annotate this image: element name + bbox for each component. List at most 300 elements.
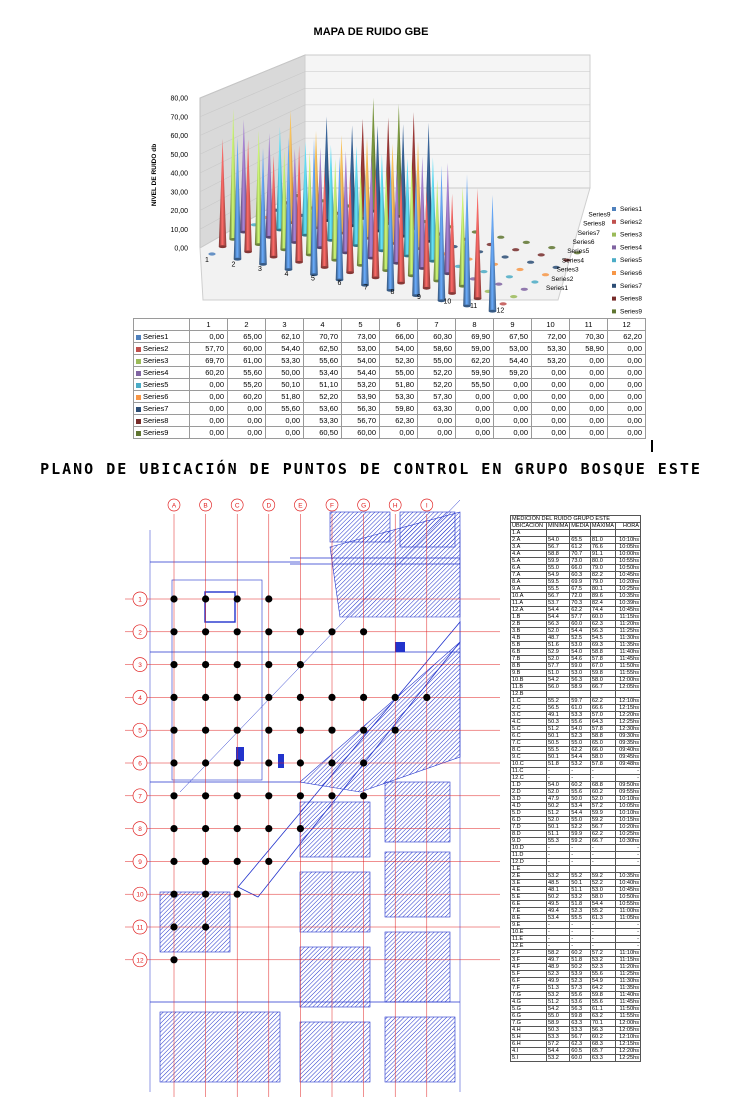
medicion-cell: 7.D: [511, 824, 547, 831]
medicion-cell: -: [590, 936, 615, 943]
medicion-cell: 6.H: [511, 1041, 547, 1048]
medicion-cell: 10:30hs: [616, 838, 641, 845]
x-tick-label: 11: [470, 303, 478, 310]
medicion-cell: 51.3: [547, 985, 570, 992]
control-point: [297, 727, 304, 734]
table-value-cell: 0,00: [570, 367, 608, 379]
control-point: [170, 956, 177, 963]
medicion-cell: 53.2: [590, 957, 615, 964]
medicion-cell: 54.4: [547, 614, 570, 621]
medicion-cell: 82.2: [590, 572, 615, 579]
medicion-cell: 1.B: [511, 614, 547, 621]
table-row: [511, 950, 641, 957]
medicion-cell: 59.9: [547, 558, 570, 565]
medicion-cell: 55.3: [547, 838, 570, 845]
medicion-cell: 3.A: [511, 544, 547, 551]
medicion-cell: [616, 866, 641, 873]
table-row: [511, 733, 641, 740]
medicion-header-cell: UBICACIÓN: [511, 523, 547, 530]
medicion-header-cell: MÍNIMA: [548, 523, 569, 529]
medicion-cell: 11:00hs: [616, 908, 641, 915]
medicion-cell: 6.B: [511, 649, 547, 656]
table-row: [511, 740, 641, 747]
medicion-cell: 68.3: [590, 1041, 615, 1048]
x-tick-label: 6: [337, 280, 342, 287]
medicion-cell: 11:45hs: [616, 999, 641, 1006]
depth-series-label: Series4: [561, 257, 584, 265]
medicion-cell: 56.3: [570, 677, 591, 684]
medicion-cell: 62.3: [590, 621, 615, 628]
medicion-cell: [547, 530, 570, 537]
medicion-cell: 72.0: [570, 593, 591, 600]
table-header-cell: 10: [532, 319, 570, 331]
medicion-cell: 51.2: [547, 999, 570, 1006]
medicion-cell: 89.6: [590, 593, 615, 600]
medicion-cell: 11:50hs: [616, 1006, 641, 1013]
legend-label: Series4: [620, 244, 643, 252]
medicion-cell: -: [570, 936, 591, 943]
medicion-cell: 1.A: [511, 530, 547, 537]
medicion-cell: 53.2: [547, 1055, 570, 1062]
table-value-cell: 55,60: [228, 367, 266, 379]
table-value-cell: 0,00: [608, 415, 646, 427]
medicion-cell: 10:35hs: [616, 593, 641, 600]
medicion-cell: [547, 866, 570, 873]
row-label: 8: [138, 826, 142, 834]
medicion-cell: 8.E: [511, 915, 547, 922]
medicion-cell: 52.5: [570, 635, 591, 642]
table-header-cell: 7: [418, 319, 456, 331]
medicion-cell: 62.2: [570, 607, 591, 614]
table-value-cell: 0,00: [532, 403, 570, 415]
medicion-cell: 59.2: [590, 873, 615, 880]
table-row: [511, 943, 641, 950]
medicion-cell: 10:05hs: [616, 803, 641, 810]
y-tick-label: 60,00: [170, 133, 188, 140]
medicion-cell: 53.6: [570, 999, 591, 1006]
medicion-cell: 55.6: [570, 789, 591, 796]
control-point: [234, 759, 241, 766]
table-row: [511, 1013, 641, 1020]
y-tick-label: 50,00: [170, 151, 188, 159]
medicion-cell: 3.B: [511, 628, 547, 635]
medicion-cell: 53.4: [547, 915, 570, 922]
control-point: [234, 858, 241, 865]
medicion-cell: 11:25hs: [616, 628, 641, 635]
medicion-cell: 11:35hs: [616, 642, 641, 649]
medicion-cell: 60.2: [570, 950, 591, 957]
medicion-cell: 57.2: [590, 950, 615, 957]
cone-point: [502, 255, 509, 258]
table-value-cell: 70,70: [304, 331, 342, 343]
depth-series-label: Series1: [546, 285, 569, 292]
medicion-cell: 59.7: [570, 698, 591, 705]
table-row: [134, 415, 646, 427]
column-label: C: [234, 502, 240, 510]
medicion-cell: 60.3: [570, 572, 591, 579]
medicion-cell: 57.3: [570, 985, 591, 992]
depth-series-label: Series5: [567, 248, 590, 256]
medicion-cell: 50.0: [570, 796, 591, 803]
table-value-cell: 0,00: [608, 379, 646, 391]
medicion-cell: 5.H: [511, 1034, 547, 1041]
table-row: [511, 614, 641, 621]
table-row: [511, 915, 641, 922]
medicion-cell: 61.2: [570, 544, 591, 551]
table-value-cell: 50,00: [266, 367, 304, 379]
table-value-cell: 0,00: [608, 403, 646, 415]
table-value-cell: 69,90: [456, 331, 494, 343]
medicion-cell: 62.2: [570, 747, 591, 754]
depth-series-label: Series3: [556, 266, 579, 274]
depth-series-label: Series9: [588, 211, 611, 219]
table-value-cell: 60,00: [228, 343, 266, 355]
medicion-cell: 10:50hs: [616, 565, 641, 572]
medicion-cell: 52.0: [547, 817, 570, 824]
medicion-cell: 53.3: [547, 1034, 570, 1041]
series-name-cell: Series7: [134, 403, 190, 415]
table-row: [134, 367, 646, 379]
table-row: [511, 866, 641, 873]
medicion-cell: 7.G: [511, 1020, 547, 1027]
medicion-cell: 12:20hs: [616, 1048, 641, 1055]
medicion-cell: 6.D: [511, 817, 547, 824]
medicion-cell: [590, 530, 615, 537]
medicion-cell: 9.E: [511, 922, 547, 929]
medicion-cell: 69.3: [590, 642, 615, 649]
medicion-cell: -: [616, 859, 641, 866]
medicion-cell: 10:39hs: [616, 600, 641, 607]
medicion-cell: 4.A: [511, 551, 547, 558]
table-value-cell: 0,00: [418, 415, 456, 427]
table-value-cell: 60,20: [228, 391, 266, 403]
legend-swatch: [612, 220, 616, 224]
medicion-cell: 53.3: [570, 1027, 591, 1034]
series-name-cell: Series2: [134, 343, 190, 355]
table-row: [511, 985, 641, 992]
medicion-cell: 48.9: [547, 964, 570, 971]
medicion-cell: -: [570, 768, 591, 775]
medicion-cell: 2.E: [511, 873, 547, 880]
medicion-cell: 3.F: [511, 957, 547, 964]
medicion-cell: 3.D: [511, 796, 547, 803]
legend-label: Series1: [620, 206, 643, 213]
medicion-cell: 79.0: [590, 565, 615, 572]
medicion-cell: 8.B: [511, 663, 547, 670]
table-row: [511, 803, 641, 810]
medicion-cell: 55.0: [547, 1013, 570, 1020]
table-row: [511, 747, 641, 754]
medicion-cell: 55.2: [570, 873, 591, 880]
table-row: [511, 1027, 641, 1034]
medicion-cell: 54.9: [547, 572, 570, 579]
medicion-cell: 54.2: [547, 677, 570, 684]
table-row: [134, 391, 646, 403]
control-point: [234, 891, 241, 898]
medicion-cell: 55.5: [547, 586, 570, 593]
row-label: 12: [136, 957, 144, 965]
medicion-cell: 11:40hs: [616, 649, 641, 656]
table-value-cell: 0,00: [380, 427, 418, 439]
medicion-cell: 55.2: [547, 698, 570, 705]
table-row: [511, 530, 641, 537]
control-point: [202, 694, 209, 701]
table-row: [511, 579, 641, 586]
medicion-cell: 4.H: [511, 1027, 547, 1034]
legend-swatch: [612, 309, 616, 313]
medicion-cell: 50.3: [547, 1027, 570, 1034]
table-value-cell: 52,20: [418, 379, 456, 391]
medicion-cell: 5.B: [511, 642, 547, 649]
medicion-cell: 9.D: [511, 838, 547, 845]
medicion-cell: 2.A: [511, 537, 547, 544]
medicion-cell: 12:15hs: [616, 1041, 641, 1048]
medicion-cell: 52.2: [570, 824, 591, 831]
legend-label: Series5: [620, 257, 643, 265]
medicion-cell: 55.2: [590, 908, 615, 915]
medicion-cell: 10:10hs: [616, 810, 641, 817]
control-point: [328, 727, 335, 734]
table-row: [511, 859, 641, 866]
control-point: [170, 923, 177, 930]
building-block: [160, 1012, 280, 1082]
medicion-cell: 50.1: [570, 880, 591, 887]
medicion-cell: 9.B: [511, 670, 547, 677]
medicion-cell: 61.1: [590, 1006, 615, 1013]
table-value-cell: 0,00: [190, 379, 228, 391]
medicion-cell: 51.8: [570, 901, 591, 908]
control-point: [202, 891, 209, 898]
medicion-cell: -: [547, 929, 570, 936]
table-value-cell: 0,00: [532, 415, 570, 427]
medicion-cell: 63.3: [570, 1020, 591, 1027]
medicion-cell: [570, 691, 591, 698]
medicion-cell: 12:25hs: [616, 1055, 641, 1062]
table-row: [511, 712, 641, 719]
medicion-cell: 62.3: [570, 1041, 591, 1048]
y-tick-label: 30,00: [170, 189, 188, 197]
medicion-cell: 50.2: [547, 803, 570, 810]
depth-series-label: Series7: [577, 229, 600, 237]
legend-swatch: [612, 271, 616, 275]
medicion-cell: 70.1: [590, 1020, 615, 1027]
medicion-cell: 56.3: [590, 1027, 615, 1034]
control-point: [170, 891, 177, 898]
medicion-cell: 53.2: [547, 873, 570, 880]
control-point: [234, 628, 241, 635]
control-point: [265, 858, 272, 865]
medicion-cell: 11:55hs: [616, 670, 641, 677]
medicion-cell: 8.D: [511, 831, 547, 838]
medicion-title: MEDICIÓN DEL RUIDO GRUPO ESTE: [511, 516, 641, 523]
medicion-cell: 53.7: [547, 600, 570, 607]
medicion-cell: 11:20hs: [616, 621, 641, 628]
cone-base: [234, 258, 242, 261]
table-row: [511, 691, 641, 698]
complex-outline: [172, 580, 262, 780]
x-tick-label: 9: [417, 293, 421, 301]
medicion-cell: -: [616, 943, 641, 950]
cone-base: [321, 266, 329, 269]
medicion-cell: 55.6: [570, 992, 591, 999]
medicion-cell: 2.D: [511, 789, 547, 796]
series-name-cell: Series1: [134, 331, 190, 343]
medicion-cell: 59.2: [590, 817, 615, 824]
legend-swatch: [612, 284, 616, 288]
control-point: [297, 661, 304, 668]
table-row: [511, 999, 641, 1006]
medicion-cell: -: [547, 768, 570, 775]
x-tick-label: 8: [390, 289, 395, 297]
table-row: [511, 782, 641, 789]
table-value-cell: 0,00: [456, 403, 494, 415]
medicion-cell: 4.C: [511, 719, 547, 726]
medicion-cell: 10:35hs: [616, 873, 641, 880]
table-row: [511, 1055, 641, 1062]
medicion-cell: 12.C: [511, 775, 547, 782]
table-row: [511, 852, 641, 859]
control-point: [234, 792, 241, 799]
row-label: 4: [138, 694, 142, 702]
medicion-cell: 55.0: [570, 740, 591, 747]
medicion-cell: 62.2: [590, 698, 615, 705]
table-row: [511, 810, 641, 817]
medicion-cell: 10:05hs: [616, 544, 641, 551]
table-value-cell: 0,00: [494, 403, 532, 415]
table-row: [134, 403, 646, 415]
control-point: [360, 694, 367, 701]
medicion-cell: 66.0: [570, 565, 591, 572]
medicion-cell: [590, 691, 615, 698]
column-label: D: [266, 502, 272, 510]
table-row: [511, 565, 641, 572]
table-row: [511, 593, 641, 600]
control-point: [265, 628, 272, 635]
plan-title: PLANO DE UBICACIÓN DE PUNTOS DE CONTROL EN GRUPO BOSQUE ESTE: [40, 460, 702, 478]
medicion-cell: 10:25hs: [616, 586, 641, 593]
control-point: [265, 825, 272, 832]
medicion-cell: 10:40hs: [616, 880, 641, 887]
control-point: [265, 792, 272, 799]
medicion-cell: 53.0: [590, 887, 615, 894]
medicion-cell: 74.4: [590, 607, 615, 614]
medicion-cell: 10:45hs: [616, 887, 641, 894]
table-row: [511, 831, 641, 838]
medicion-cell: 62.2: [590, 831, 615, 838]
medicion-cell: 5.I: [511, 1055, 547, 1062]
medicion-cell: 55.5: [547, 747, 570, 754]
control-point: [170, 595, 177, 602]
medicion-cell: 52.3: [570, 908, 591, 915]
table-row: [511, 649, 641, 656]
medicion-cell: 11:15hs: [616, 614, 641, 621]
cone-base: [489, 310, 497, 313]
table-value-cell: 54,00: [380, 343, 418, 355]
medicion-cell: 60.0: [570, 621, 591, 628]
x-tick-label: 1: [205, 257, 209, 264]
depth-series-label: Series8: [583, 220, 606, 228]
control-point: [328, 759, 335, 766]
medicion-cell: 10:00hs: [616, 551, 641, 558]
column-label: I: [425, 502, 428, 510]
cone-point: [523, 241, 530, 244]
table-value-cell: 59,20: [494, 367, 532, 379]
table-value-cell: 56,70: [342, 415, 380, 427]
medicion-cell: 12.B: [511, 691, 547, 698]
table-value-cell: 0,00: [570, 391, 608, 403]
control-point: [170, 628, 177, 635]
medicion-cell: 12.E: [511, 943, 547, 950]
medicion-cell: 7.G: [511, 992, 547, 999]
medicion-cell: 54.2: [547, 1006, 570, 1013]
y-axis-label: NIVEL DE RUIDO db: [151, 143, 158, 207]
table-value-cell: 53,30: [532, 343, 570, 355]
table-value-cell: 62,10: [266, 331, 304, 343]
medicion-cell: 10.A: [511, 593, 547, 600]
cone-base: [346, 271, 354, 274]
medicion-cell: 11.C: [511, 768, 547, 775]
medicion-cell: [570, 866, 591, 873]
medicion-cell: -: [547, 859, 570, 866]
table-value-cell: 53,40: [304, 367, 342, 379]
control-point: [202, 759, 209, 766]
row-label: 3: [138, 662, 142, 670]
control-point: [297, 825, 304, 832]
medicion-cell: 66.7: [590, 838, 615, 845]
table-row: [134, 355, 646, 367]
row-label: 6: [138, 760, 142, 768]
cone-point: [538, 253, 545, 256]
table-value-cell: 0,00: [266, 415, 304, 427]
medicion-cell: 57.8: [590, 656, 615, 663]
table-value-cell: 66,00: [380, 331, 418, 343]
control-point: [328, 792, 335, 799]
table-value-cell: 50,10: [266, 379, 304, 391]
table-value-cell: 0,00: [190, 331, 228, 343]
medicion-cell: 53.4: [570, 803, 591, 810]
medicion-cell: 1.E: [511, 866, 547, 873]
medicion-cell: 56.5: [547, 705, 570, 712]
table-value-cell: 59,80: [380, 403, 418, 415]
control-point: [265, 759, 272, 766]
medicion-cell: 54.0: [570, 649, 591, 656]
series-name-cell: Series9: [134, 427, 190, 439]
medicion-cell: 58.0: [590, 677, 615, 684]
medicion-cell: 10.B: [511, 677, 547, 684]
medicion-cell: 12:00hs: [616, 677, 641, 684]
table-value-cell: 58,60: [418, 343, 456, 355]
medicion-cell: 54.0: [547, 537, 570, 544]
table-value-cell: 54,40: [266, 343, 304, 355]
medicion-cell: 54.4: [570, 628, 591, 635]
medicion-cell: -: [590, 852, 615, 859]
table-value-cell: 53,20: [342, 379, 380, 391]
medicion-cell: 5.G: [511, 1006, 547, 1013]
control-point: [202, 825, 209, 832]
row-label: 5: [138, 727, 142, 735]
medicion-cell: 49.9: [547, 978, 570, 985]
medicion-cell: 11:45hs: [616, 656, 641, 663]
column-label: B: [203, 502, 208, 510]
table-value-cell: 55,60: [304, 355, 342, 367]
medicion-cell: 58.2: [547, 950, 570, 957]
medicion-cell: 2.B: [511, 621, 547, 628]
table-value-cell: 0,00: [570, 355, 608, 367]
medicion-cell: 53.0: [570, 670, 591, 677]
medicion-cell: -: [547, 922, 570, 929]
legend-label: Series2: [620, 218, 643, 226]
table-value-cell: 62,50: [304, 343, 342, 355]
